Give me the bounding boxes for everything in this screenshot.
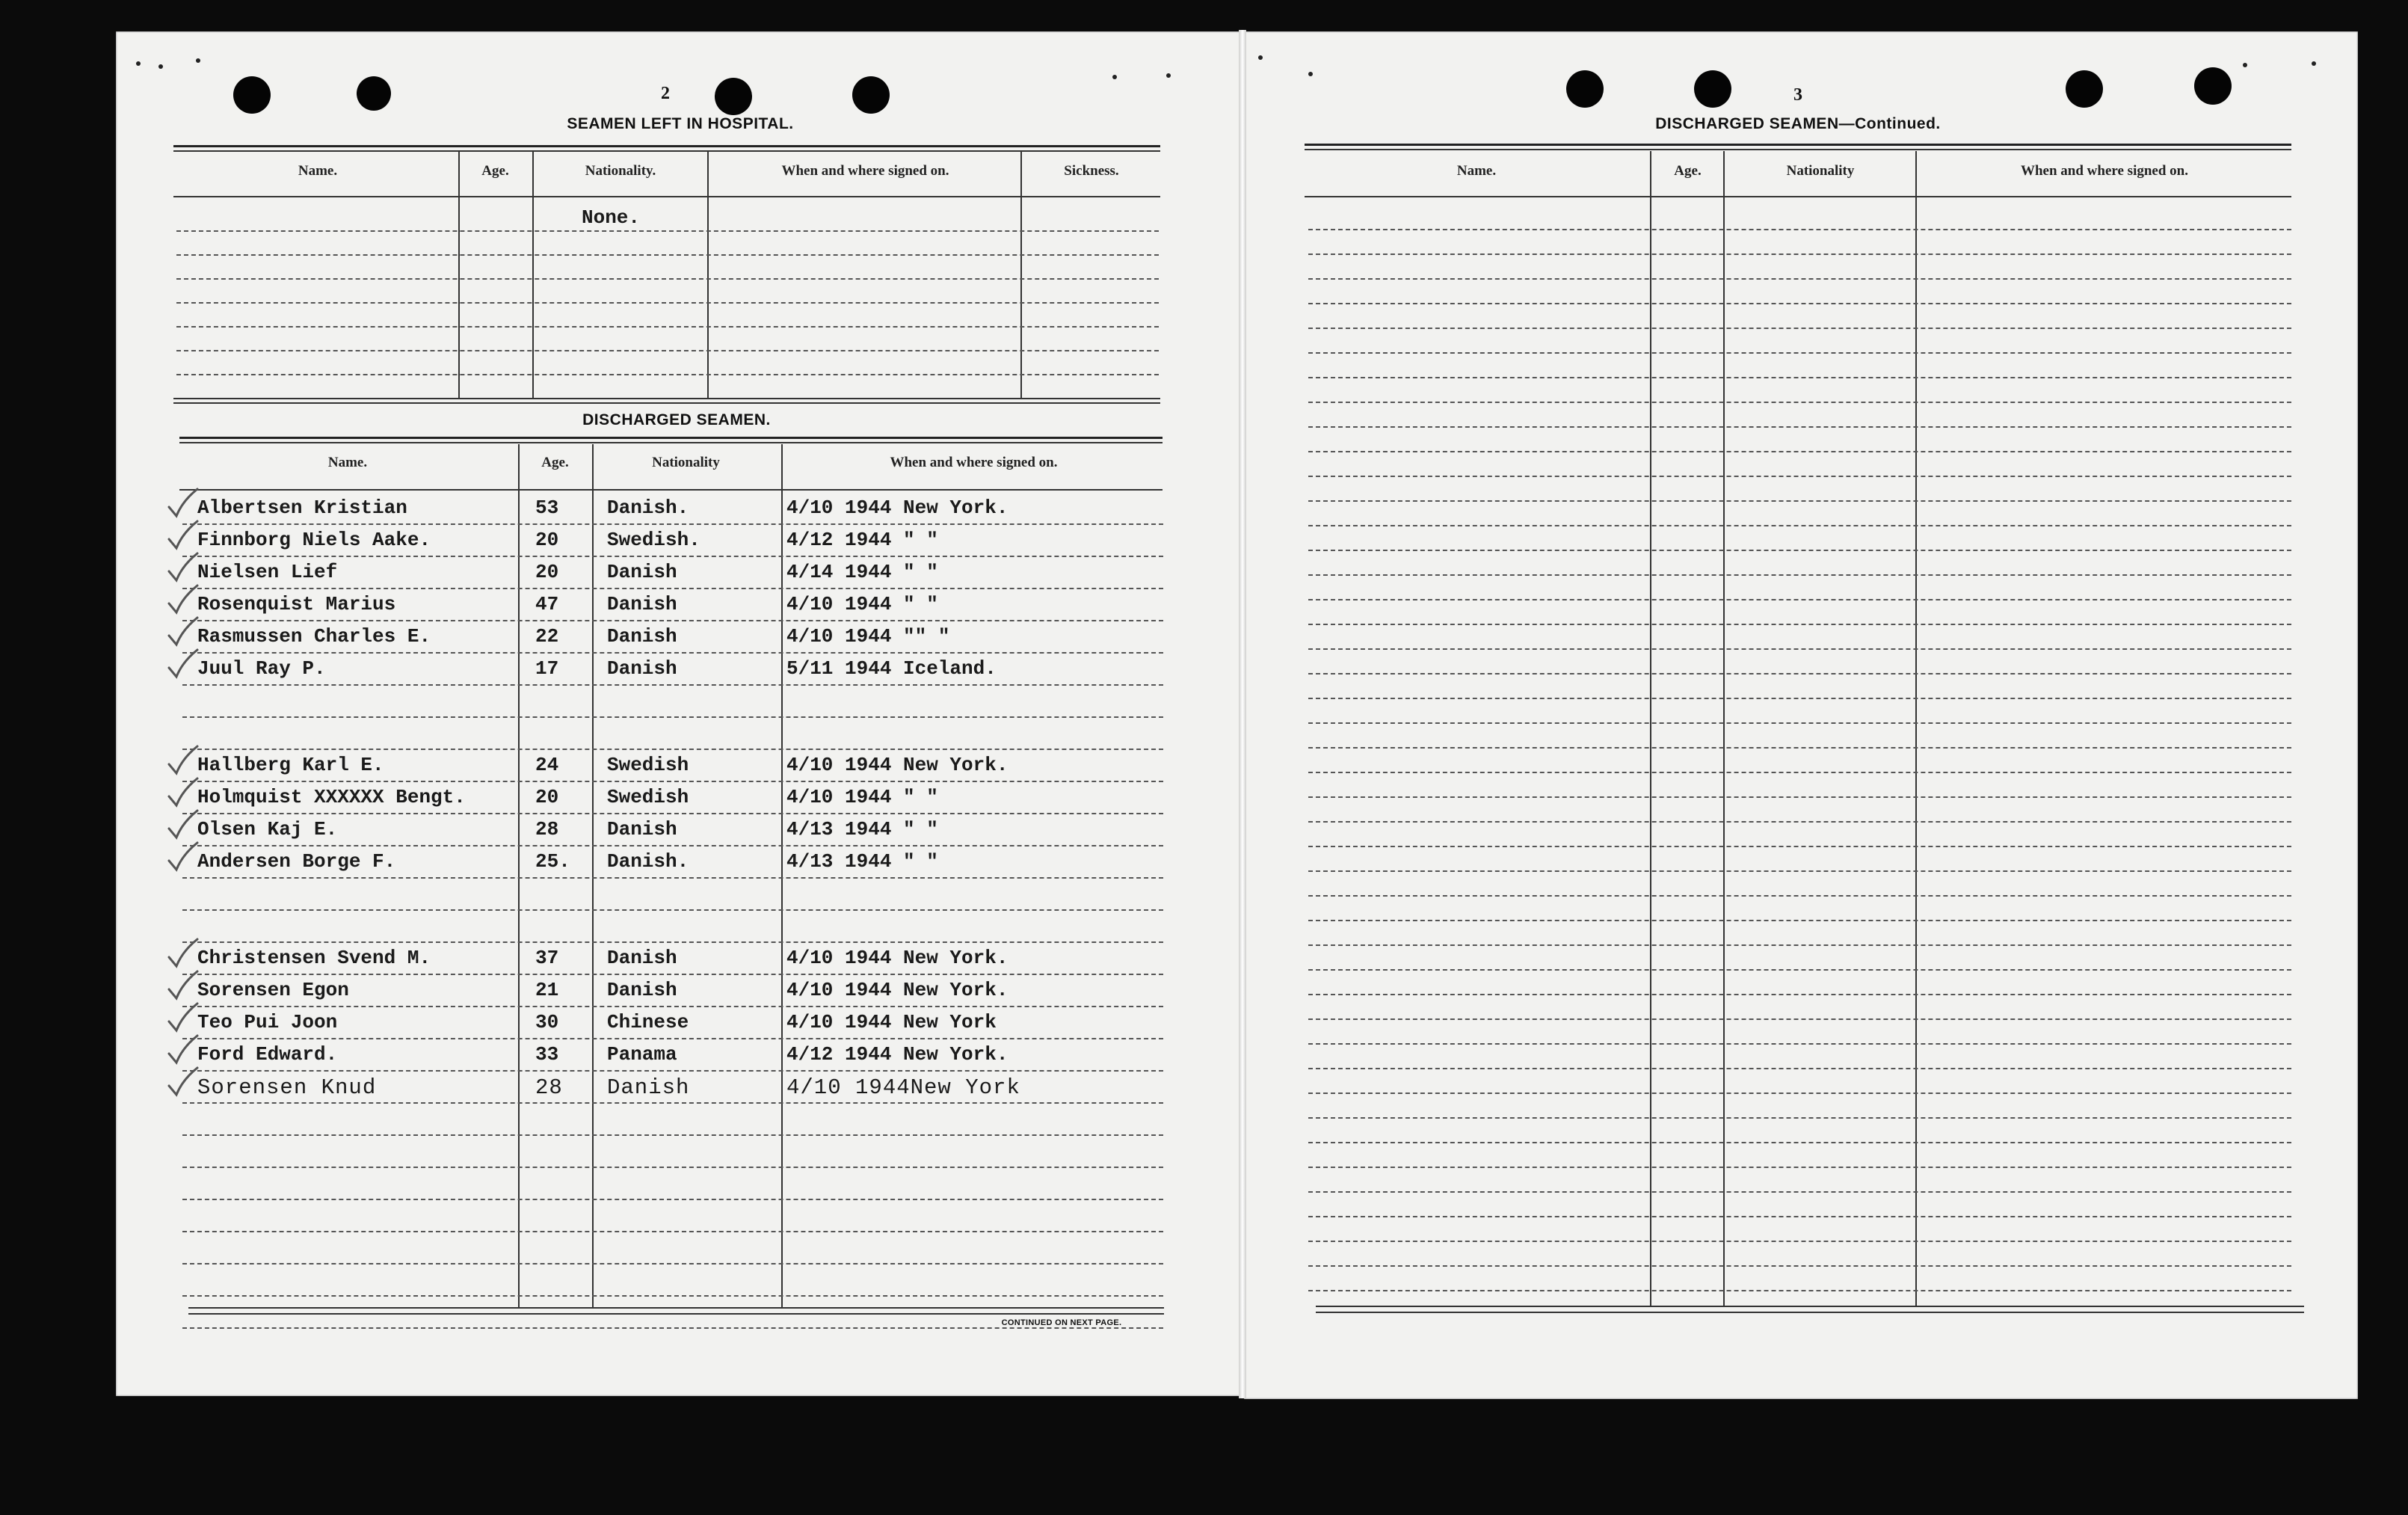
right-section-title: DISCHARGED SEAMEN—Continued.: [1655, 115, 1941, 132]
nationality-cell: Danish: [607, 593, 677, 615]
rule: [179, 437, 1163, 439]
col-divider: [1020, 152, 1022, 399]
ruled-line: [1308, 476, 2291, 477]
checkmark-icon: [166, 488, 200, 520]
rule: [173, 402, 1160, 404]
ruled-line: [1308, 1018, 2291, 1020]
speck: [2312, 61, 2316, 66]
ruled-line: [1308, 1216, 2291, 1217]
checkmark-icon: [166, 1002, 200, 1035]
signed-on-cell: 5/11 1944 Iceland.: [786, 657, 997, 680]
ruled-line: [1308, 500, 2291, 502]
ruled-line: [182, 813, 1163, 814]
checkmark-icon: [166, 584, 200, 617]
checkmark-icon: [166, 745, 200, 778]
col-divider: [781, 444, 783, 1308]
checkmark-icon: [166, 1066, 200, 1099]
signed-on-cell: 4/12 1944 New York.: [786, 1043, 1009, 1066]
ruled-line: [182, 1295, 1163, 1297]
ruled-line: [1308, 624, 2291, 625]
ruled-line: [1308, 1068, 2291, 1069]
signed-on-cell: 4/14 1944 " ": [786, 561, 938, 583]
checkmark-icon: [166, 520, 200, 553]
ruled-line: [1308, 426, 2291, 428]
rule: [1316, 1312, 2304, 1313]
name-cell: Juul Ray P.: [197, 657, 326, 680]
ruled-line: [1308, 846, 2291, 847]
ruled-line: [182, 845, 1163, 846]
ruled-line: [1308, 821, 2291, 823]
age-cell: 21: [535, 979, 559, 1001]
nationality-cell: Swedish.: [607, 529, 700, 551]
page-gutter: [1239, 30, 1246, 1398]
checkmark-icon: [166, 970, 200, 1003]
ruled-line: [182, 1006, 1163, 1007]
ruled-line: [1308, 895, 2291, 897]
punch-hole-icon: [1566, 70, 1604, 108]
ruled-line: [1308, 698, 2291, 699]
ruled-line: [1308, 229, 2291, 230]
speck: [1258, 55, 1263, 60]
col-header-nationality: Nationality.: [585, 163, 656, 179]
col-divider: [458, 152, 460, 399]
ruled-line: [182, 716, 1163, 718]
left-page: [116, 31, 1241, 1396]
age-cell: 30: [535, 1011, 559, 1033]
punch-hole-icon: [357, 76, 391, 111]
ruled-line: [182, 877, 1163, 879]
ruled-line: [1308, 1191, 2291, 1193]
ruled-line: [1308, 1167, 2291, 1168]
ruled-line: [1308, 673, 2291, 674]
ruled-line: [1308, 1043, 2291, 1045]
ruled-line: [182, 1134, 1163, 1136]
ruled-line: [1308, 994, 2291, 995]
discharged-section-title: DISCHARGED SEAMEN.: [582, 411, 771, 428]
col-divider: [1723, 151, 1725, 1306]
ruled-line: [176, 302, 1159, 304]
speck: [196, 58, 200, 63]
hospital-section-title: SEAMEN LEFT IN HOSPITAL.: [567, 115, 794, 132]
signed-on-cell: 4/12 1944 " ": [786, 529, 938, 551]
col-divider: [592, 444, 594, 1308]
col-header-signed-on: When and where signed on.: [890, 455, 1058, 470]
col-header-signed-on: When and where signed on.: [2020, 163, 2188, 179]
name-cell: Rasmussen Charles E.: [197, 625, 431, 648]
col-divider: [532, 152, 534, 399]
name-cell: Hallberg Karl E.: [197, 754, 384, 776]
ruled-line: [176, 278, 1159, 280]
ruled-line: [182, 1263, 1163, 1264]
punch-hole-icon: [2194, 67, 2232, 105]
ruled-line: [182, 620, 1163, 621]
nationality-cell: Danish.: [607, 850, 689, 873]
nationality-cell: Danish: [607, 561, 677, 583]
ruled-line: [182, 781, 1163, 782]
ruled-line: [182, 909, 1163, 911]
name-cell: Holmquist XXXXXX Bengt.: [197, 786, 466, 808]
signed-on-cell: 4/13 1944 " ": [786, 818, 938, 841]
checkmark-icon: [166, 777, 200, 810]
page-number: 2: [661, 84, 670, 103]
name-cell: Olsen Kaj E.: [197, 818, 338, 841]
signed-on-cell: 4/10 1944 New York.: [786, 979, 1009, 1001]
ruled-line: [176, 326, 1159, 328]
speck: [1308, 72, 1313, 76]
age-cell: 28: [535, 818, 559, 841]
punch-hole-icon: [2066, 70, 2103, 108]
col-header-signed-on: When and where signed on.: [781, 163, 949, 179]
ruled-line: [1308, 747, 2291, 749]
age-cell: 53: [535, 497, 559, 519]
ruled-line: [1308, 1265, 2291, 1267]
name-cell: Rosenquist Marius: [197, 593, 396, 615]
ruled-line: [1308, 574, 2291, 576]
col-header-age: Age.: [541, 455, 569, 470]
page-number: 3: [1793, 85, 1802, 105]
nationality-cell: Danish: [607, 625, 677, 648]
age-cell: 22: [535, 625, 559, 648]
col-divider: [1650, 151, 1651, 1306]
age-cell: 20: [535, 529, 559, 551]
nationality-cell: Chinese: [607, 1011, 689, 1033]
ruled-line: [1308, 328, 2291, 329]
ruled-line: [182, 749, 1163, 750]
rule: [173, 150, 1160, 152]
ruled-line: [182, 941, 1163, 943]
col-divider: [707, 152, 709, 399]
signed-on-cell: 4/13 1944 " ": [786, 850, 938, 873]
rule: [173, 398, 1160, 399]
checkmark-icon: [166, 1034, 200, 1067]
speck: [1166, 73, 1171, 78]
name-cell: Albertsen Kristian: [197, 497, 407, 519]
ruled-line: [1308, 550, 2291, 551]
rule: [188, 1307, 1164, 1309]
punch-hole-icon: [852, 76, 890, 114]
ruled-line: [182, 1199, 1163, 1200]
ruled-line: [1308, 278, 2291, 280]
continued-note: CONTINUED ON NEXT PAGE.: [1001, 1318, 1122, 1327]
age-cell: 28: [535, 1075, 563, 1100]
rule: [1305, 144, 2291, 146]
signed-on-cell: 4/10 1944 " ": [786, 786, 938, 808]
ruled-line: [1308, 253, 2291, 255]
age-cell: 25.: [535, 850, 570, 873]
signed-on-cell: 4/10 1944 New York.: [786, 754, 1009, 776]
ruled-line: [176, 374, 1159, 375]
ruled-line: [182, 684, 1163, 686]
name-cell: Teo Pui Joon: [197, 1011, 338, 1033]
col-header-age: Age.: [1674, 163, 1702, 179]
checkmark-icon: [166, 648, 200, 681]
signed-on-cell: 4/10 1944 " ": [786, 593, 938, 615]
signed-on-cell: 4/10 1944 New York.: [786, 497, 1009, 519]
rule: [173, 145, 1160, 147]
rule: [179, 442, 1163, 443]
checkmark-icon: [166, 841, 200, 874]
name-cell: Sorensen Knud: [197, 1075, 377, 1100]
ruled-line: [1308, 352, 2291, 354]
punch-hole-icon: [233, 76, 271, 114]
col-header-name: Name.: [1456, 163, 1497, 179]
ruled-line: [1308, 1290, 2291, 1291]
right-page: [1244, 31, 2358, 1399]
age-cell: 33: [535, 1043, 559, 1066]
nationality-cell: Danish: [607, 1075, 690, 1100]
ruled-line: [1308, 525, 2291, 526]
ruled-line: [1308, 969, 2291, 971]
ruled-line: [1308, 303, 2291, 304]
age-cell: 20: [535, 561, 559, 583]
ruled-line: [1308, 772, 2291, 773]
nationality-cell: Danish: [607, 947, 677, 969]
nationality-cell: Danish: [607, 657, 677, 680]
col-header-age: Age.: [481, 163, 509, 179]
ruled-line: [182, 974, 1163, 975]
punch-hole-icon: [1694, 70, 1731, 108]
signed-on-cell: 4/10 1944 New York.: [786, 947, 1009, 969]
ruled-line: [1308, 451, 2291, 452]
ruled-line: [182, 652, 1163, 654]
ruled-line: [1308, 796, 2291, 798]
ruled-line: [176, 254, 1159, 256]
ruled-line: [1308, 944, 2291, 946]
rule: [173, 196, 1160, 197]
col-divider: [1915, 151, 1917, 1306]
col-header-nationality: Nationality: [1786, 163, 1855, 179]
name-cell: Sorensen Egon: [197, 979, 349, 1001]
name-cell: Ford Edward.: [197, 1043, 338, 1066]
rule: [1305, 196, 2291, 197]
ruled-line: [1308, 1093, 2291, 1094]
nationality-cell: Danish: [607, 818, 677, 841]
ruled-line: [1308, 1142, 2291, 1143]
signed-on-cell: 4/10 1944 New York: [786, 1011, 997, 1033]
rule: [188, 1313, 1164, 1315]
ruled-line: [1308, 1241, 2291, 1242]
ruled-line: [182, 1070, 1163, 1072]
ruled-line: [182, 588, 1163, 589]
nationality-cell: Panama: [607, 1043, 677, 1066]
speck: [136, 61, 141, 66]
ruled-line: [182, 1167, 1163, 1168]
age-cell: 17: [535, 657, 559, 680]
nationality-cell: Danish: [607, 979, 677, 1001]
ruled-line: [182, 1231, 1163, 1232]
ruled-line: [182, 1327, 1163, 1329]
col-header-name: Name.: [327, 455, 368, 470]
name-cell: Nielsen Lief: [197, 561, 338, 583]
checkmark-icon: [166, 616, 200, 649]
ruled-line: [1308, 402, 2291, 403]
rule: [1316, 1306, 2304, 1307]
signed-on-cell: 4/10 1944New York: [786, 1075, 1020, 1100]
nationality-cell: Swedish: [607, 786, 689, 808]
nationality-cell: Swedish: [607, 754, 689, 776]
checkmark-icon: [166, 809, 200, 842]
age-cell: 47: [535, 593, 559, 615]
speck: [158, 64, 163, 69]
col-header-nationality: Nationality: [652, 455, 720, 470]
ruled-line: [1308, 648, 2291, 650]
ruled-line: [182, 556, 1163, 557]
ruled-line: [176, 230, 1159, 232]
punch-hole-icon: [715, 78, 752, 115]
ruled-line: [1308, 377, 2291, 378]
name-cell: Christensen Svend M.: [197, 947, 431, 969]
rule: [179, 489, 1163, 491]
name-cell: Finnborg Niels Aake.: [197, 529, 431, 551]
age-cell: 37: [535, 947, 559, 969]
ruled-line: [1308, 870, 2291, 872]
col-header-sickness: Sickness.: [1064, 163, 1119, 179]
hospital-none: None.: [582, 206, 641, 229]
speck: [2243, 63, 2247, 67]
ruled-line: [1308, 1117, 2291, 1119]
ruled-line: [182, 523, 1163, 525]
checkmark-icon: [166, 552, 200, 585]
ruled-line: [182, 1102, 1163, 1104]
col-divider: [518, 444, 520, 1308]
ruled-line: [182, 1038, 1163, 1039]
speck: [1112, 75, 1117, 79]
rule: [1305, 149, 2291, 150]
age-cell: 20: [535, 786, 559, 808]
nationality-cell: Danish.: [607, 497, 689, 519]
ruled-line: [1308, 722, 2291, 724]
ruled-line: [1308, 920, 2291, 921]
ruled-line: [1308, 599, 2291, 600]
signed-on-cell: 4/10 1944 "" ": [786, 625, 950, 648]
ruled-line: [176, 350, 1159, 351]
col-header-name: Name.: [298, 163, 338, 179]
checkmark-icon: [166, 938, 200, 971]
age-cell: 24: [535, 754, 559, 776]
name-cell: Andersen Borge F.: [197, 850, 396, 873]
